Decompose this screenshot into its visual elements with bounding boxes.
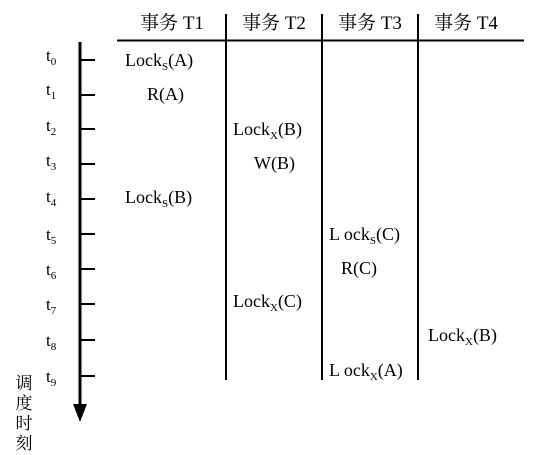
time-label-t8: $t_8$ [46, 331, 57, 353]
time-tick-t7 [80, 303, 95, 305]
time-axis-label [13, 374, 35, 454]
op-t2-t2-lock-x-b: Lock$_X$(B) [233, 119, 302, 142]
op-t4-t1-lock-s-b: Lock$_S$(B) [125, 187, 193, 210]
op-t3-t2-write-b: W(B) [254, 153, 295, 173]
op-t8-t4-lock-x-b: Lock$_X$(B) [428, 325, 497, 348]
axis-label-char: 调 [15, 374, 33, 394]
time-label-t9: $t_9$ [46, 367, 57, 389]
op-t9-t3-lock-x-a: L ock$_X$(A) [329, 360, 403, 383]
time-tick-t9 [80, 375, 95, 377]
header-t1: 事务 T1 [140, 13, 204, 34]
header-t2: 事务 T2 [242, 13, 306, 34]
time-tick-t0 [80, 59, 95, 61]
time-label-t6: $t_6$ [46, 260, 57, 282]
axis-label-char: 度 [15, 394, 33, 414]
time-axis-arrowhead [73, 404, 87, 422]
op-t7-t2-lock-x-c: Lock$_X$(C) [233, 291, 302, 314]
time-label-t2: $t_2$ [46, 116, 57, 138]
time-label-t0: $t_0$ [46, 46, 57, 68]
header-t4: 事务 T4 [434, 13, 498, 34]
time-tick-t1 [80, 94, 95, 96]
time-tick-t8 [80, 339, 95, 341]
op-t6-t3-read-c: R(C) [341, 258, 377, 278]
time-label-t5: $t_5$ [46, 225, 57, 247]
op-t5-t3-lock-s-c: L ock$_S$(C) [329, 224, 400, 247]
time-tick-t3 [80, 163, 95, 165]
time-tick-t2 [80, 128, 95, 130]
time-tick-t4 [80, 198, 95, 200]
axis-label-char: 时 [15, 414, 33, 434]
op-t0-t1-lock-s-a: Lock$_S$(A) [125, 50, 194, 73]
axis-label-char: 刻 [15, 434, 33, 454]
op-t1-t1-read-a: R(A) [147, 84, 184, 104]
time-label-t4: $t_4$ [46, 187, 57, 209]
header-t3: 事务 T3 [338, 13, 402, 34]
time-tick-t6 [80, 268, 95, 270]
time-label-t3: $t_3$ [46, 151, 57, 173]
time-label-t7: $t_7$ [46, 295, 57, 317]
time-label-t1: $t_1$ [46, 80, 57, 102]
time-tick-t5 [80, 233, 95, 235]
